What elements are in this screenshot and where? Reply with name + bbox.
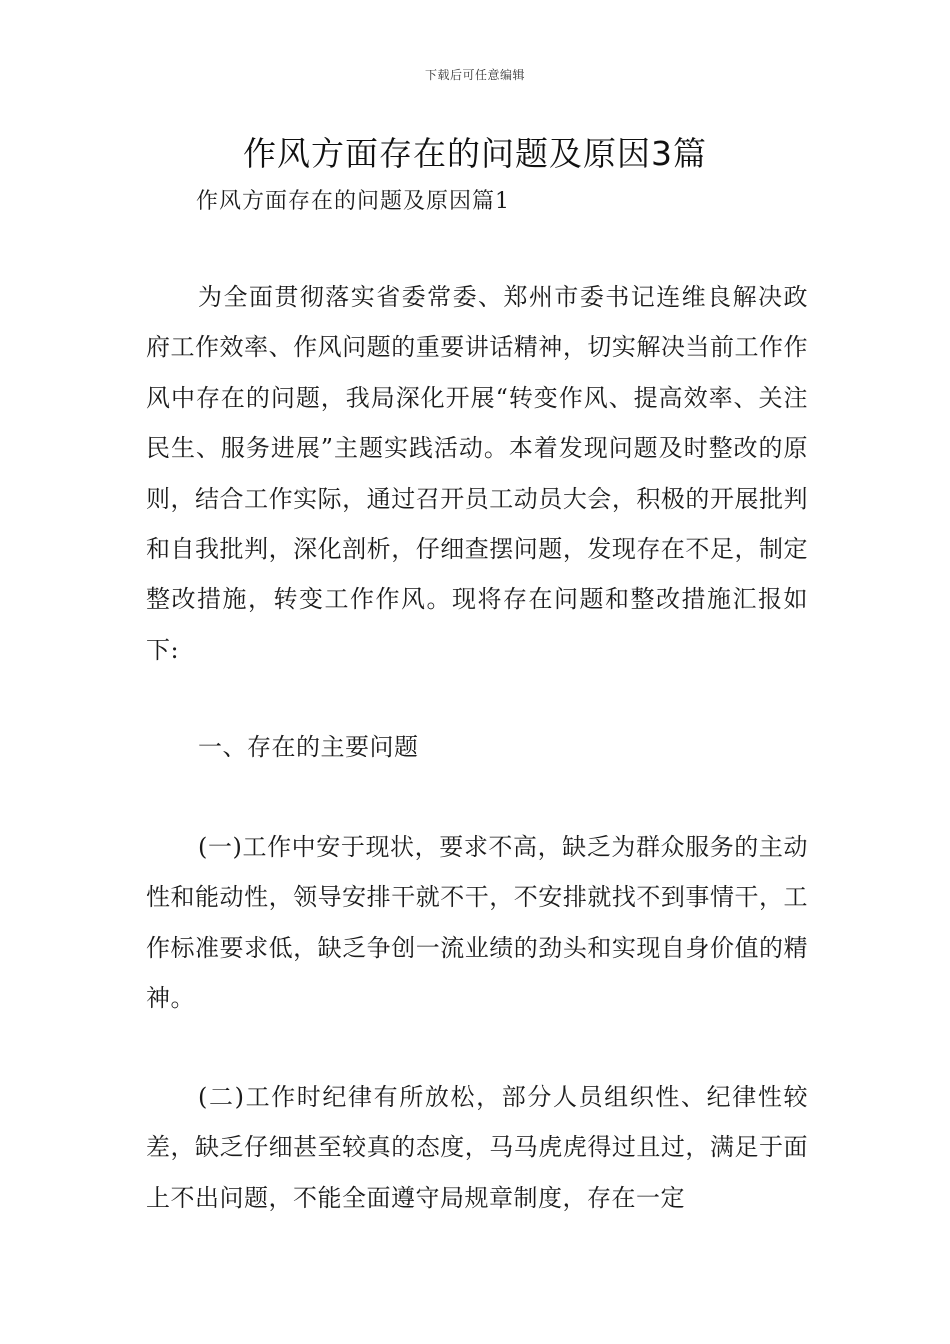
section-heading: 一、存在的主要问题 (198, 733, 419, 761)
section-title: 作风方面存在的问题及原因篇1 (196, 189, 510, 214)
header-note: 下载后可任意编辑 (424, 68, 525, 82)
problem-item-1: (一)工作中安于现状，要求不高，缺乏为群众服务的主动性和能动性，领导安排干就不干，不安排就找不到事情干，工作标准要求低，缺乏争创一流业绩的劲头和实现自身价值的精神。 (146, 833, 808, 1013)
intro-paragraph: 为全面贯彻落实省委常委、郑州市委书记连维良解决政府工作效率、作风问题的重要讲话精神，切实解决当前工作作风中存在的问题，我局深化开展“转变作风、提高效率、关注民生、服务进展”主题实践活动。本着发现问题及时整改的原则，结合工作实际，通过召开员工动员大会，积极的开展批判和自我批判，深化剖析，仔细查摆问题，发现存在不足，制定整改措施，转变工作作风。现将存在问题和整改措施汇报如下: (146, 283, 808, 664)
problem-item-2: (二)工作时纪律有所放松，部分人员组织性、纪律性较差，缺乏仔细甚至较真的态度，马马虎虎得过且过，满足于面上不出问题，不能全面遵守局规章制度，存在一定 (146, 1083, 808, 1212)
document-title: 作风方面存在的问题及原因3篇 (243, 134, 707, 173)
